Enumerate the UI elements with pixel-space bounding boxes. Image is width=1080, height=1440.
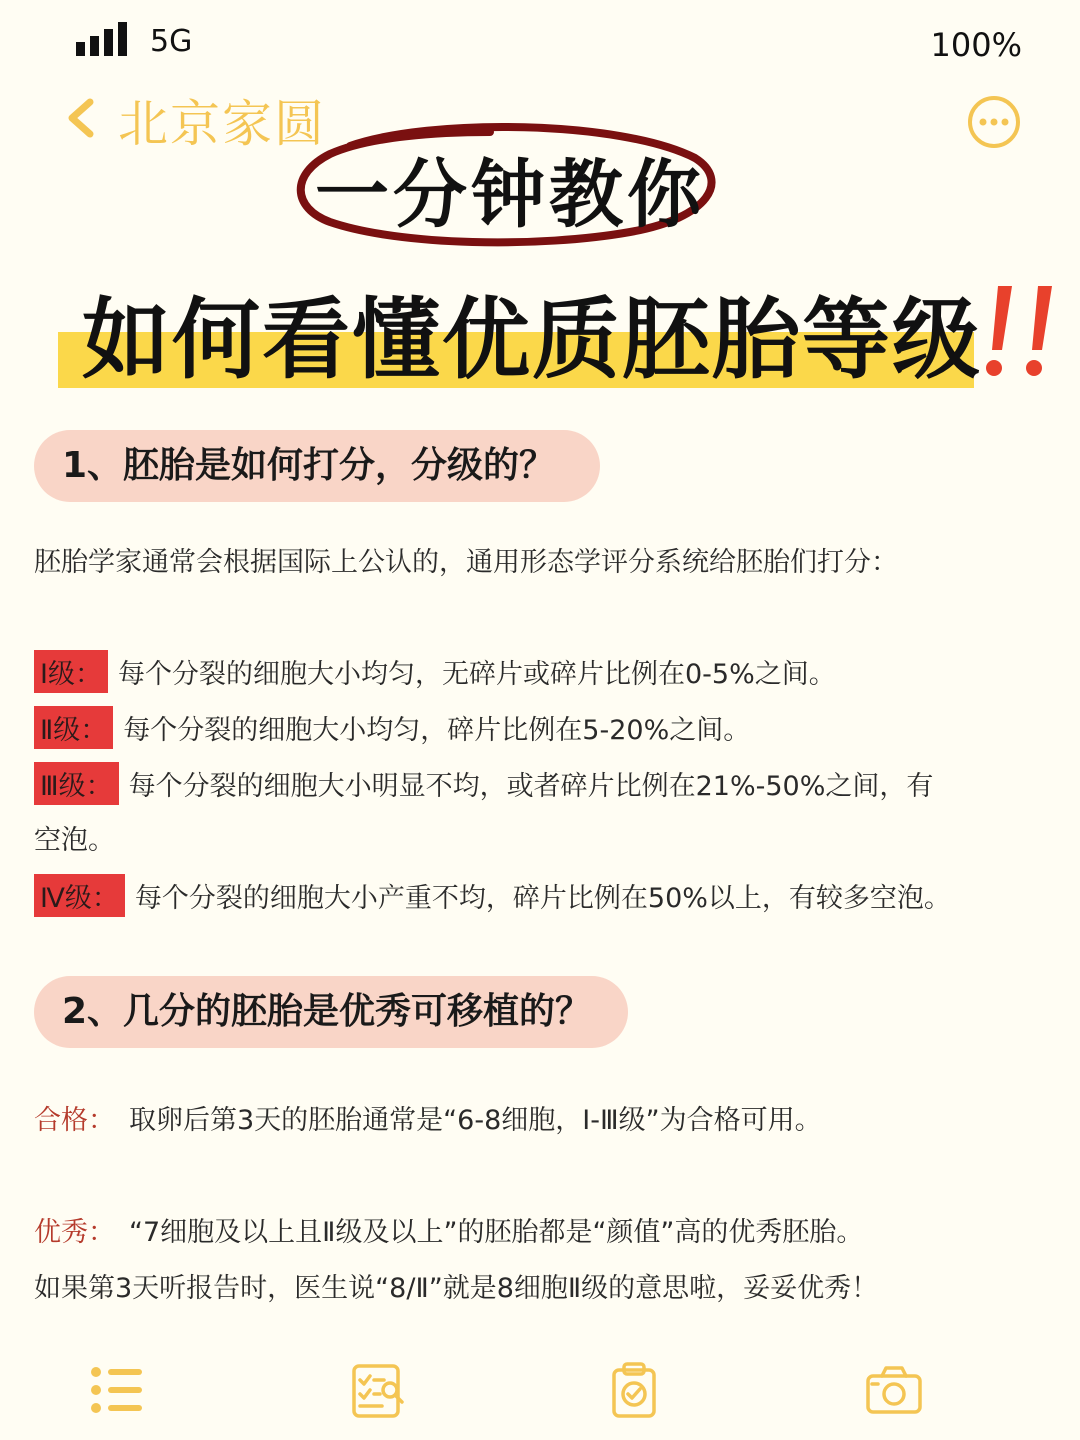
checklist-icon[interactable] xyxy=(348,1360,408,1420)
grade-description-continued: 空泡。 xyxy=(34,825,115,856)
pass-criteria xyxy=(34,1098,822,1137)
status-bar xyxy=(0,0,1080,80)
list-icon[interactable] xyxy=(88,1360,148,1420)
back-chevron-icon[interactable] xyxy=(62,96,98,140)
hero-title-block xyxy=(58,270,1068,400)
grade-tag: Ⅱ级： xyxy=(34,706,113,749)
more-options-icon[interactable] xyxy=(966,94,1022,150)
grade-tag: Ⅲ级： xyxy=(34,762,119,805)
pass-text: 取卵后第3天的胚胎通常是“6-8细胞，Ⅰ-Ⅲ级”为合格可用。 xyxy=(129,1105,822,1136)
grade-description: 每个分裂的细胞大小均匀，无碎片或碎片比例在0-5%之间。 xyxy=(117,659,836,690)
excellent-label: 优秀： xyxy=(34,1217,115,1248)
grade-row xyxy=(34,762,933,805)
battery-level: 100% xyxy=(930,26,1022,64)
clipboard-check-icon[interactable] xyxy=(604,1360,664,1420)
section-heading-grading: 1、胚胎是如何打分，分级的？ xyxy=(34,430,600,502)
excellent-criteria xyxy=(34,1210,863,1249)
bottom-tab-bar xyxy=(0,1350,1080,1430)
section1-intro: 胚胎学家通常会根据国际上公认的，通用形态学评分系统给胚胎们打分： xyxy=(34,547,898,578)
nav-title: 北京家圆 xyxy=(118,95,326,153)
section-heading-transferable: 2、几分的胚胎是优秀可移植的？ xyxy=(34,976,628,1048)
hero-title: 如何看懂优质胚胎等级 xyxy=(82,288,983,391)
grade-description: 每个分裂的细胞大小产重不均，碎片比例在50%以上，有较多空泡。 xyxy=(134,883,951,914)
grade-tag: Ⅰ级： xyxy=(34,650,108,693)
excellent-text: “7细胞及以上且Ⅱ级及以上”的胚胎都是“颜值”高的优秀胚胎。 xyxy=(129,1217,864,1248)
report-note: 如果第3天听报告时，医生说“8/Ⅱ”就是8细胞Ⅱ级的意思啦，妥妥优秀！ xyxy=(34,1273,879,1304)
grade-description: 每个分裂的细胞大小明显不均，或者碎片比例在21%-50%之间，有 xyxy=(128,771,934,802)
grade-row xyxy=(34,874,951,917)
camera-icon[interactable] xyxy=(864,1360,924,1420)
double-exclamation-icon xyxy=(976,280,1068,380)
grade-row xyxy=(34,706,750,749)
signal-icon xyxy=(76,22,132,56)
hero-subtitle-block xyxy=(290,118,730,258)
grade-row xyxy=(34,650,836,693)
grade-tag: Ⅳ级： xyxy=(34,874,125,917)
pass-label: 合格： xyxy=(34,1105,115,1136)
network-type: 5G xyxy=(150,24,193,59)
hero-subtitle: 一分钟教你 xyxy=(315,152,705,238)
grade-description: 每个分裂的细胞大小均匀，碎片比例在5-20%之间。 xyxy=(123,715,751,746)
